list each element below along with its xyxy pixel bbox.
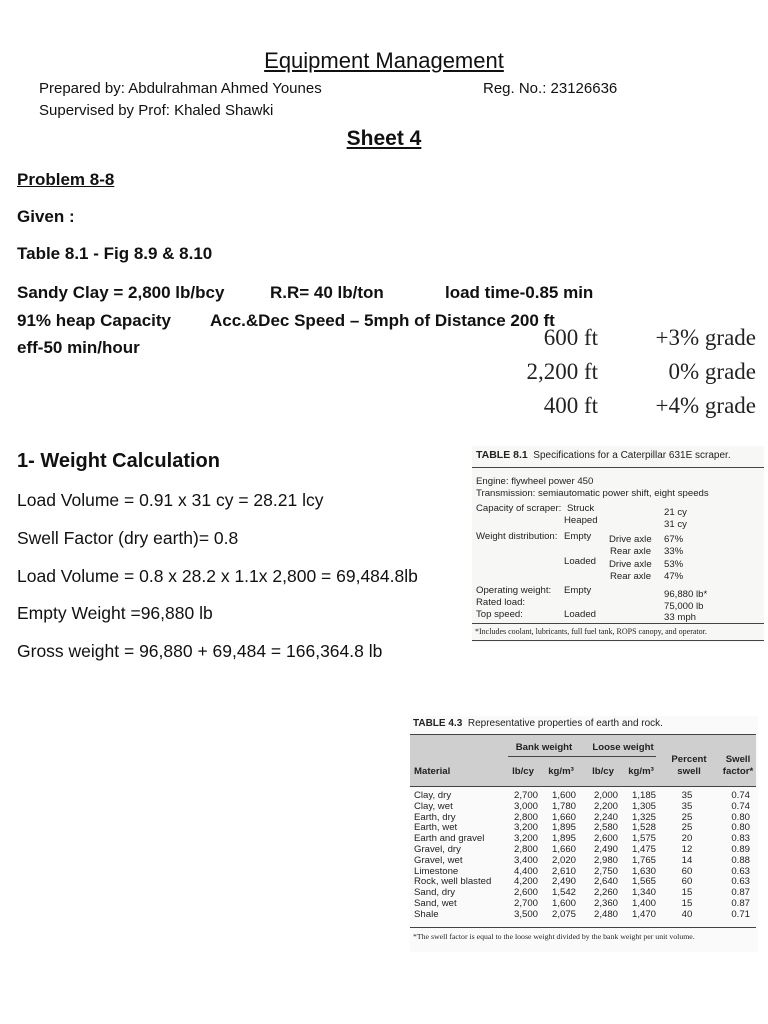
weight-distribution-label: Weight distribution: xyxy=(476,531,558,542)
loaded-rear-value: 47% xyxy=(664,571,684,582)
tables-reference: Table 8.1 - Fig 8.9 & 8.10 xyxy=(17,244,213,263)
table-cell: 4,200 xyxy=(513,876,538,888)
grade-distance: 2,200 ft xyxy=(526,359,598,384)
table-cell: 0.87 xyxy=(731,887,750,899)
material-cell: Rock, well blasted xyxy=(414,876,492,888)
table-cell: 2,480 xyxy=(593,908,618,920)
reg-number: Reg. No.: 23126636 xyxy=(483,80,618,97)
table-cell: 60 xyxy=(681,876,693,888)
table-cell: 2,240 xyxy=(593,811,618,823)
table-cell: 2,640 xyxy=(593,876,618,888)
operating-empty-label: Empty xyxy=(564,585,592,596)
table-cell: 2,075 xyxy=(551,908,576,920)
grade-row xyxy=(523,359,768,393)
table-rule xyxy=(410,927,756,928)
calc-line: Gross weight = 96,880 + 69,484 = 166,364.8 lb xyxy=(17,641,383,661)
rated-load-label: Rated load: xyxy=(476,597,526,608)
calc-line: Load Volume = 0.91 x 31 cy = 28.21 lcy xyxy=(17,490,324,510)
table-cell: 1,895 xyxy=(551,833,576,845)
table-cell: 0.63 xyxy=(731,876,750,888)
heaped-value: 31 cy xyxy=(664,519,687,530)
table-cell: 2,700 xyxy=(513,790,538,801)
lbcy-header: lb/cy xyxy=(512,766,534,777)
table-cell: 2,200 xyxy=(593,800,618,812)
drive-axle-label: Drive axle xyxy=(609,534,652,545)
table-cell: 1,780 xyxy=(551,800,576,812)
grade-distance: 400 ft xyxy=(543,393,598,418)
table-cell: 2,580 xyxy=(593,822,618,834)
table-cell: 2,360 xyxy=(593,898,618,909)
table-cell: 2,750 xyxy=(593,865,618,877)
document-title: Equipment Management xyxy=(264,48,504,73)
table-cell: 2,700 xyxy=(513,898,538,909)
table-cell: 60 xyxy=(681,865,693,877)
material-cell: Sand, wet xyxy=(414,898,457,909)
struck-value: 21 cy xyxy=(664,507,687,518)
problem-heading: Problem 8-8 xyxy=(17,170,115,189)
material-cell: Gravel, wet xyxy=(414,854,463,866)
grade-row xyxy=(523,325,768,359)
percent-header: Percent xyxy=(671,754,707,765)
table-cell: 20 xyxy=(681,833,693,845)
table-cell: 2,260 xyxy=(593,887,618,899)
calc-line: Swell Factor (dry earth)= 0.8 xyxy=(17,528,239,548)
table-cell: 2,610 xyxy=(551,865,576,877)
haul-grades-image xyxy=(523,325,768,427)
table-cell: 0.80 xyxy=(731,822,750,834)
material-cell: Gravel, dry xyxy=(414,844,461,855)
empty-label: Empty xyxy=(564,531,592,542)
table-cell: 3,500 xyxy=(513,908,538,920)
material-cell: Clay, wet xyxy=(414,800,453,812)
grade-value: +3% grade xyxy=(655,325,756,350)
table-cell: 25 xyxy=(681,811,693,823)
table-cell: 0.88 xyxy=(731,854,750,866)
table-cell: 12 xyxy=(681,844,693,855)
prepared-by: Prepared by: Abdulrahman Ahmed Younes xyxy=(39,80,322,97)
table-cell: 3,000 xyxy=(513,800,538,812)
rear-axle-label: Rear axle xyxy=(610,571,652,582)
rolling-resistance: R.R= 40 lb/ton xyxy=(270,283,384,302)
table-cell: 2,490 xyxy=(551,876,576,888)
material-cell: Earth, dry xyxy=(414,811,456,823)
drive-axle-label: Drive axle xyxy=(609,559,652,570)
table-cell: 2,490 xyxy=(593,844,618,855)
table-cell: 35 xyxy=(681,790,693,801)
table-cell: 0.63 xyxy=(731,865,750,877)
table-cell: 1,600 xyxy=(551,898,576,909)
table-8-1-image xyxy=(472,446,764,642)
material-header: Material xyxy=(414,766,451,777)
table-cell: 1,305 xyxy=(631,800,656,812)
table-cell: 1,895 xyxy=(551,822,576,834)
table-cell: 40 xyxy=(681,908,693,920)
table-cell: 4,400 xyxy=(513,865,538,877)
soil-weight: Sandy Clay = 2,800 lb/bcy xyxy=(17,283,225,302)
engine-spec: Engine: flywheel power 450 xyxy=(476,476,594,487)
table-cell: 15 xyxy=(681,887,693,899)
calc-line: Empty Weight =96,880 lb xyxy=(17,603,213,623)
sheet-title: Sheet 4 xyxy=(346,127,422,150)
transmission-spec: Transmission: semiautomatic power shift, eight speeds xyxy=(476,488,709,499)
table-cell: 25 xyxy=(681,822,693,834)
table-footnote: *Includes coolant, lubricants, full fuel tank, ROPS canopy, and operator. xyxy=(475,627,707,636)
table-label: TABLE 8.1 xyxy=(476,449,528,461)
bank-weight-header: Bank weight xyxy=(515,742,573,753)
given-label: Given : xyxy=(17,207,75,226)
table-rule xyxy=(472,640,764,641)
table-cell: 35 xyxy=(681,800,693,812)
table-cell: 3,400 xyxy=(513,854,538,866)
table-footnote: *The swell factor is equal to the loose weight divided by the bank weight per unit volume. xyxy=(413,932,695,941)
factor-header: factor* xyxy=(722,766,754,777)
table-cell: 0.80 xyxy=(731,811,750,823)
table-cell: 0.87 xyxy=(731,898,750,909)
load-time: load time-0.85 min xyxy=(445,283,594,302)
table-cell: 1,600 xyxy=(551,790,576,801)
kgm3-header: kg/m³ xyxy=(628,766,654,777)
supervised-by: Supervised by Prof: Khaled Shawki xyxy=(39,102,274,119)
table-cell: 2,600 xyxy=(593,833,618,845)
empty-rear-value: 33% xyxy=(664,546,684,557)
top-speed-loaded-label: Loaded xyxy=(564,609,597,620)
table-cell: 1,400 xyxy=(631,898,656,909)
rear-axle-label: Rear axle xyxy=(610,546,652,557)
table-cell: 1,565 xyxy=(631,876,656,888)
table-cell: 1,660 xyxy=(551,844,576,855)
table-caption-text: Representative properties of earth and rock. xyxy=(467,718,663,729)
table-cell: 14 xyxy=(681,854,693,866)
table-cell: 0.74 xyxy=(731,800,750,812)
table-cell: 2,020 xyxy=(551,854,576,866)
operating-weight-value: 96,880 lb* xyxy=(664,589,708,600)
rated-load-value: 75,000 lb xyxy=(664,601,704,612)
material-cell: Earth, wet xyxy=(414,822,458,834)
loaded-drive-value: 53% xyxy=(664,559,684,570)
top-speed-value: 33 mph xyxy=(664,612,696,623)
loose-weight-header: Loose weight xyxy=(592,742,654,753)
table-cell: 1,340 xyxy=(631,887,656,899)
table-cell: 1,185 xyxy=(631,790,656,801)
table-cell: 2,600 xyxy=(513,887,538,899)
table-cell: 1,470 xyxy=(631,908,656,920)
table-cell: 2,800 xyxy=(513,811,538,823)
empty-drive-value: 67% xyxy=(664,534,684,545)
calc-line: Load Volume = 0.8 x 28.2 x 1.1x 2,800 = 69,484.8lb xyxy=(17,566,418,586)
kgm3-header: kg/m³ xyxy=(548,766,574,777)
table-cell: 1,765 xyxy=(631,854,656,866)
grade-value: +4% grade xyxy=(655,393,756,418)
material-cell: Sand, dry xyxy=(414,887,456,899)
loaded-label: Loaded xyxy=(564,556,597,567)
table-caption xyxy=(413,718,663,729)
table-label: TABLE 4.3 xyxy=(413,718,463,729)
table-cell: 15 xyxy=(681,898,693,909)
table-rule xyxy=(410,734,756,735)
table-rule xyxy=(410,786,756,787)
table-cell: 1,575 xyxy=(631,833,656,845)
table-cell: 1,325 xyxy=(631,811,656,823)
heaped-label: Heaped xyxy=(564,515,598,526)
table-cell: 1,475 xyxy=(631,844,656,855)
heap-capacity: 91% heap Capacity xyxy=(17,311,172,330)
table-caption xyxy=(476,449,731,461)
grade-row xyxy=(523,393,768,427)
top-speed-label: Top speed: xyxy=(476,609,523,620)
table-cell: 1,630 xyxy=(631,865,656,877)
material-cell: Clay, dry xyxy=(414,790,452,801)
weight-calculation-heading: 1- Weight Calculation xyxy=(17,450,220,472)
table-cell: 0.74 xyxy=(731,790,750,801)
table-caption-text: Specifications for a Caterpillar 631E scraper. xyxy=(533,450,731,461)
table-cell: 3,200 xyxy=(513,833,538,845)
acc-dec-speed: Acc.&Dec Speed – 5mph of Distance 200 ft xyxy=(210,311,555,330)
grade-value: 0% grade xyxy=(668,359,756,384)
material-cell: Earth and gravel xyxy=(414,833,485,845)
table-cell: 0.83 xyxy=(731,833,750,845)
table-cell: 1,542 xyxy=(551,887,576,899)
material-cell: Shale xyxy=(414,908,439,920)
table-cell: 0.89 xyxy=(731,844,750,855)
table-rule xyxy=(472,623,764,624)
table-4-3-image xyxy=(410,716,758,952)
table-cell: 2,000 xyxy=(593,790,618,801)
table-cell: 2,980 xyxy=(593,854,618,866)
table-cell: 3,200 xyxy=(513,822,538,834)
capacity-label: Capacity of scraper: xyxy=(476,503,562,514)
table-cell: 0.71 xyxy=(731,908,750,920)
table-cell: 1,660 xyxy=(551,811,576,823)
efficiency: eff-50 min/hour xyxy=(17,338,140,357)
table-cell: 1,528 xyxy=(631,822,656,834)
table-cell: 2,800 xyxy=(513,844,538,855)
lbcy-header: lb/cy xyxy=(592,766,614,777)
table-rule xyxy=(472,467,764,468)
table-rule xyxy=(508,756,656,757)
material-cell: Limestone xyxy=(414,865,459,877)
swell-header: swell xyxy=(677,766,701,777)
operating-weight-label: Operating weight: xyxy=(476,585,552,596)
swell-factor-header: Swell xyxy=(725,754,751,765)
grade-distance: 600 ft xyxy=(543,325,598,350)
struck-label: Struck xyxy=(567,503,595,514)
